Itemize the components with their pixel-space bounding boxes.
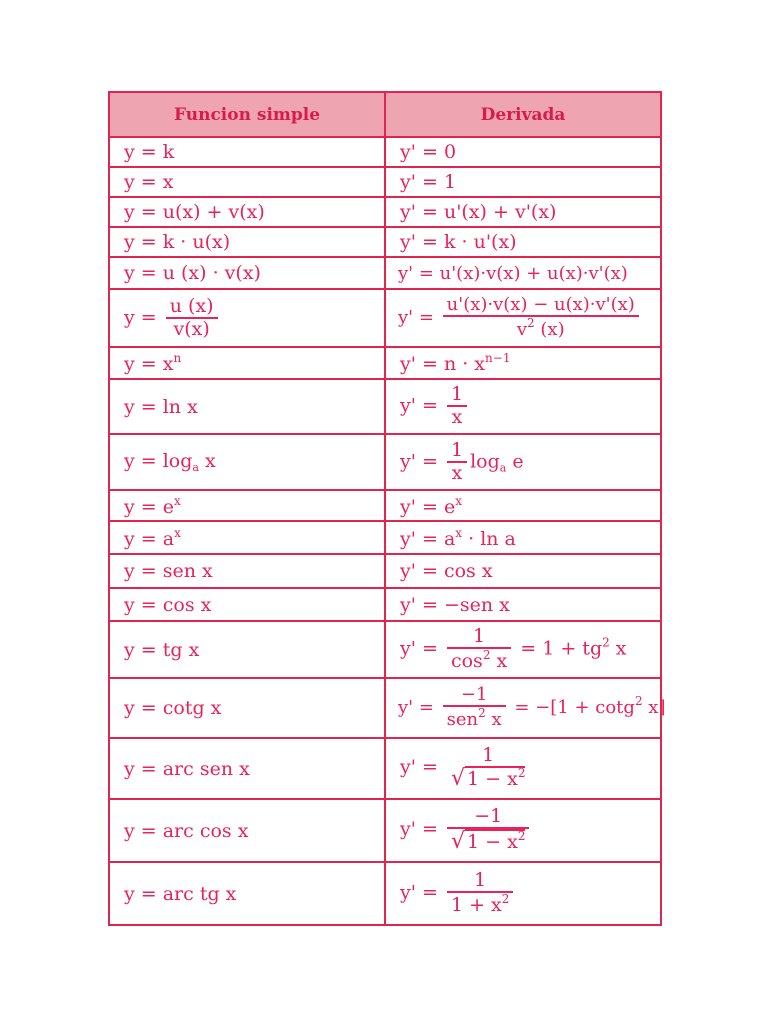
fraction-numerator: u (x) [169, 294, 214, 317]
den-post: x [490, 650, 508, 673]
table-row [109, 862, 661, 925]
deriv-prefix: y' = [400, 818, 438, 841]
table-row [109, 738, 661, 799]
deriv-post: · ln a [462, 527, 516, 550]
function-cell: y = u(x) + v(x) [109, 197, 385, 227]
fraction-denominator: x [447, 461, 467, 485]
fn-subscript: a [192, 461, 199, 474]
den-exponent: 2 [527, 316, 535, 331]
deriv-subscript: a [499, 461, 507, 474]
fraction [447, 384, 467, 429]
fn-exponent: n [173, 351, 182, 365]
deriv-base: y' = e [400, 495, 456, 518]
table-row [109, 678, 661, 738]
header-derivada: Derivada [385, 92, 661, 137]
den-base: cos [450, 650, 483, 673]
header-funcion-simple: Funcion simple [109, 92, 385, 137]
sqrt-sign: √ [450, 829, 465, 855]
derivative-cell [385, 521, 661, 554]
function-cell: y = cos x [109, 588, 385, 621]
table-row [109, 197, 661, 227]
derivative-cell [385, 738, 661, 799]
fraction [443, 295, 639, 340]
function-cell: y = k · u(x) [109, 227, 385, 257]
fraction-denominator [443, 315, 639, 341]
table-row [109, 289, 661, 347]
table-row [109, 167, 661, 197]
derivative-cell: y' = k · u'(x) [385, 227, 661, 257]
deriv-post: e [506, 450, 524, 472]
function-cell: y = sen x [109, 554, 385, 588]
derivatives-table [108, 91, 666, 926]
derivative-cell [385, 621, 661, 678]
derivative-cell [385, 678, 666, 738]
function-cell [109, 490, 385, 521]
den-exponent: 2 [517, 829, 526, 844]
sqrt-sign: √ [450, 766, 465, 792]
fraction-numerator: −1 [460, 684, 488, 706]
table-row [109, 379, 661, 434]
derivative-cell [385, 862, 661, 925]
table-row [109, 434, 661, 490]
derivative-cell [385, 289, 661, 347]
den-exponent: 2 [482, 648, 491, 663]
deriv-post: = −[1 + cotg [508, 697, 635, 718]
deriv-post-end: x [609, 637, 627, 660]
derivative-cell [385, 434, 661, 490]
deriv-exponent: 2 [602, 635, 610, 650]
fraction-denominator: v(x) [166, 317, 218, 341]
den-post: (x) [534, 319, 565, 341]
sqrt-radicand [465, 829, 525, 853]
derivative-cell [385, 799, 661, 862]
fraction-denominator [447, 647, 511, 673]
fn-exponent: x [174, 525, 181, 540]
fraction-numerator: u'(x)·v(x) − u(x)·v'(x) [446, 294, 635, 316]
function-cell: y = arc tg x [109, 862, 385, 925]
fraction-numerator: 1 [450, 383, 464, 406]
function-cell: y = ln x [109, 379, 385, 434]
derivative-cell [385, 347, 661, 379]
table-row [109, 588, 661, 621]
function-cell: y = tg x [109, 621, 385, 678]
fraction-numerator: 1 [450, 438, 464, 461]
table-row [109, 257, 661, 289]
table-header-row [109, 92, 661, 137]
den-exponent: 2 [517, 766, 526, 781]
function-cell [109, 289, 385, 347]
deriv-post-end: x] [642, 697, 666, 718]
function-cell: y = k [109, 137, 385, 167]
den-base: 1 − x [467, 768, 518, 791]
fn-prefix: y = [124, 306, 157, 328]
deriv-prefix: y' = [400, 450, 438, 472]
fn-prefix: y = log [124, 450, 193, 472]
fn-post: x [198, 450, 216, 472]
function-cell: y = cotg x [109, 678, 385, 738]
deriv-prefix: y' = [400, 637, 438, 660]
den-base: 1 − x [467, 831, 518, 854]
den-exponent: 2 [478, 706, 486, 721]
fraction [443, 685, 506, 730]
function-cell: y = u (x) · v(x) [109, 257, 385, 289]
fraction [166, 296, 218, 341]
fraction-numerator: 1 [482, 744, 495, 767]
table-row [109, 521, 661, 554]
function-cell: y = arc sen x [109, 738, 385, 799]
fraction [447, 870, 513, 917]
fn-base: y = x [124, 353, 174, 375]
den-post: x [485, 709, 502, 731]
deriv-prefix: y' = [400, 881, 438, 904]
fraction [447, 626, 511, 673]
fraction-numerator: −1 [474, 805, 503, 828]
deriv-prefix: y' = [398, 307, 434, 328]
deriv-mid: log [470, 450, 500, 472]
deriv-prefix: y' = [400, 394, 438, 417]
deriv-base: y' = a [400, 527, 456, 550]
table-row [109, 347, 661, 379]
table-row [109, 621, 661, 678]
fraction-denominator [443, 705, 506, 731]
derivative-cell: y' = −sen x [385, 588, 661, 621]
derivative-cell [385, 490, 661, 521]
den-base: sen [446, 709, 479, 731]
den-base: 1 + x [450, 894, 502, 917]
derivative-cell: y' = 1 [385, 167, 661, 197]
deriv-post: = 1 + tg [514, 637, 603, 660]
fraction-numerator: 1 [473, 625, 486, 648]
function-cell [109, 434, 385, 490]
deriv-prefix: y' = [398, 697, 434, 718]
fraction-denominator: x [447, 405, 467, 429]
derivative-cell [385, 379, 661, 434]
sqrt-radicand [465, 766, 525, 790]
fraction-numerator: 1 [474, 869, 487, 892]
table-row [109, 137, 661, 167]
deriv-exponent: 2 [634, 694, 643, 708]
table-row [109, 227, 661, 257]
deriv-exponent: x [455, 525, 463, 540]
derivative-cell: y' = 0 [385, 137, 661, 167]
fraction [447, 806, 529, 854]
deriv-exponent: x [455, 493, 462, 508]
deriv-prefix: y' = [400, 756, 438, 779]
derivative-cell: y' = cos x [385, 554, 661, 588]
fraction-denominator [447, 766, 529, 791]
den-base: v [516, 319, 528, 341]
function-cell [109, 521, 385, 554]
derivative-cell: y' = u'(x) + v'(x) [385, 197, 661, 227]
table-row [109, 554, 661, 588]
function-cell: y = x [109, 167, 385, 197]
table-row [109, 490, 661, 521]
fraction-denominator [447, 827, 529, 854]
function-cell [109, 347, 385, 379]
fn-base: y = a [124, 527, 175, 550]
fraction-denominator [447, 891, 513, 917]
fraction [447, 745, 529, 791]
deriv-exponent: n−1 [485, 351, 511, 365]
fn-base: y = e [124, 495, 174, 518]
derivative-cell: y' = u'(x)·v(x) + u(x)·v'(x) [385, 257, 661, 289]
fn-exponent: x [173, 493, 181, 508]
deriv-base: y' = n · x [400, 353, 486, 375]
function-cell: y = arc cos x [109, 799, 385, 862]
fraction [447, 440, 467, 485]
table-row [109, 799, 661, 862]
den-exponent: 2 [501, 892, 510, 907]
